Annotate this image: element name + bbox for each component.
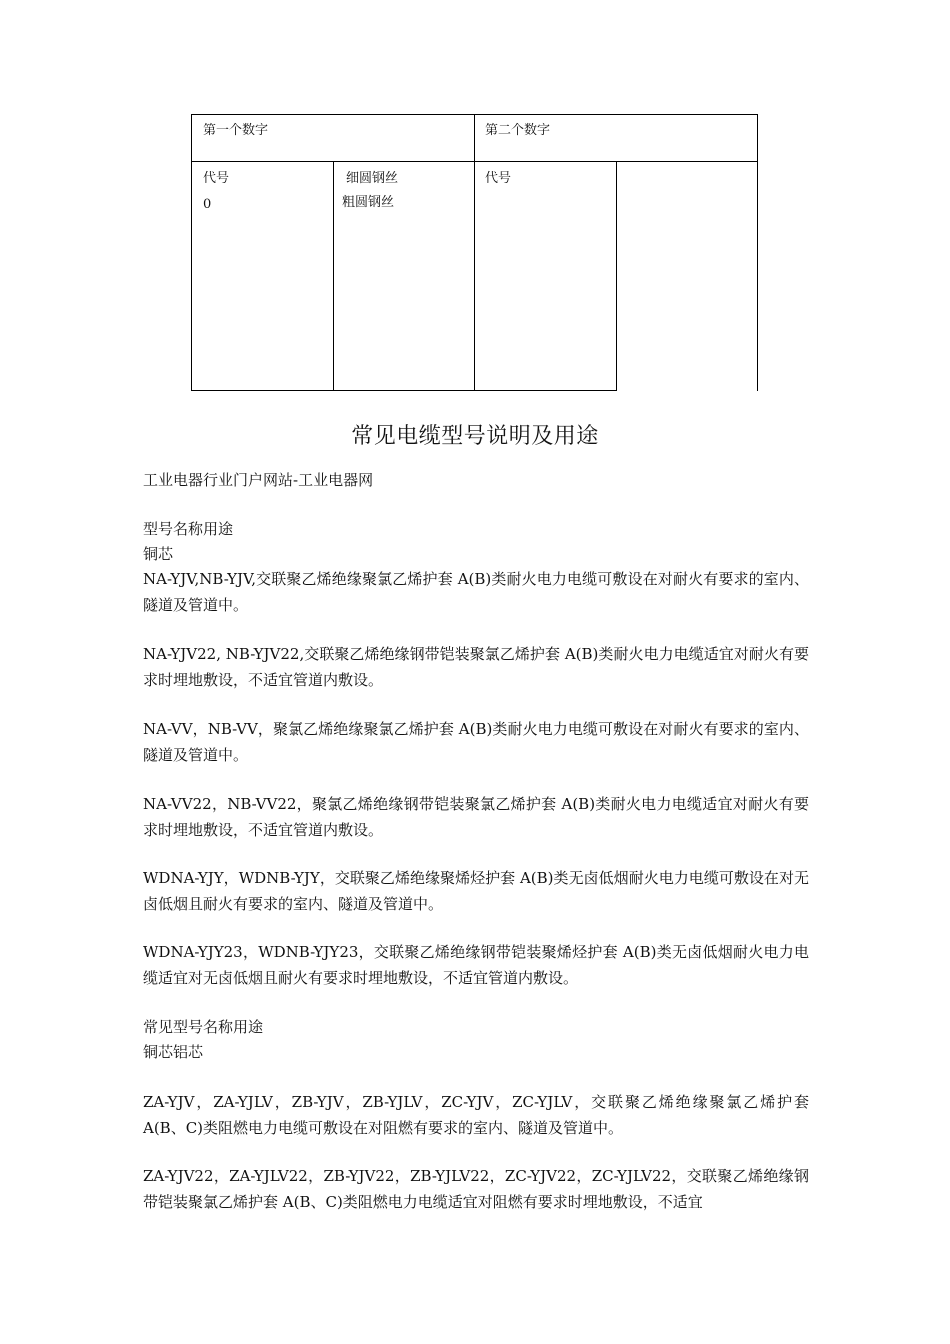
source-line: 工业电器行业门户网站-工业电器网	[143, 471, 374, 489]
table-cell-code-value: 0	[203, 197, 212, 212]
table-col-divider-2	[474, 114, 475, 391]
cable-description: NA-YJV,NB-YJV,交联聚乙烯绝缘聚氯乙烯护套 A(B)类耐火电力电缆可敷设在对耐火有要求的室内、隧道及管道中。	[143, 570, 809, 614]
spec-table	[191, 114, 759, 391]
table-col-divider-3	[616, 161, 617, 391]
table-border-right	[757, 114, 758, 391]
section2-heading: 常见型号名称用途	[143, 1018, 264, 1036]
table-col-divider-1	[333, 161, 334, 391]
cable-description: WDNA-YJY，WDNB-YJY，交联聚乙烯绝缘聚烯烃护套 A(B)类无卤低烟耐火电力电缆可敷设在对无卤低烟且耐火有要求的室内、隧道及管道中。	[143, 869, 809, 913]
table-cell-thick-wire: 粗圆钢丝	[342, 195, 395, 210]
table-border-bottom	[191, 390, 617, 391]
section2-subheading: 铜芯铝芯	[143, 1043, 204, 1061]
cable-description: NA-YJV22, NB-YJV22,交联聚乙烯绝缘钢带铠装聚氯乙烯护套 A(B)类耐火电力电缆适宜对耐火有要求时埋地敷设，不适宜管道内敷设。	[143, 645, 809, 689]
table-cell-thin-wire: 细圆钢丝	[346, 171, 399, 186]
page-title: 常见电缆型号说明及用途	[351, 424, 599, 449]
table-header-second-digit: 第二个数字	[485, 123, 551, 138]
table-header-first-digit: 第一个数字	[203, 123, 269, 138]
table-cell-code-label-2: 代号	[485, 171, 512, 186]
cable-description: ZA-YJV22，ZA-YJLV22，ZB-YJV22，ZB-YJLV22，ZC-YJV22，ZC-YJLV22，交联聚乙烯绝缘钢带铠装聚氯乙烯护套 A(B、C)类阻燃电力电缆适宜对阻燃有要求时埋地敷设，不适宜	[143, 1167, 809, 1211]
table-border-left	[191, 114, 192, 391]
cable-description: NA-VV22，NB-VV22，聚氯乙烯绝缘钢带铠装聚氯乙烯护套 A(B)类耐火电力电缆适宜对耐火有要求时埋地敷设，不适宜管道内敷设。	[143, 795, 809, 839]
section1-heading: 型号名称用途	[143, 520, 234, 538]
section1-subheading: 铜芯	[143, 545, 174, 563]
cable-description: ZA-YJV，ZA-YJLV，ZB-YJV，ZB-YJLV，ZC-YJV，ZC-YJLV，交联聚乙烯绝缘聚氯乙烯护套 A(B、C)类阻燃电力电缆可敷设在对阻燃有要求的室内、隧道及管道中。	[143, 1093, 809, 1137]
cable-description: NA-VV，NB-VV，聚氯乙烯绝缘聚氯乙烯护套 A(B)类耐火电力电缆可敷设在对耐火有要求的室内、隧道及管道中。	[143, 720, 809, 764]
table-cell-code-label: 代号	[203, 171, 230, 186]
cable-description: WDNA-YJY23，WDNB-YJY23，交联聚乙烯绝缘钢带铠装聚烯烃护套 A(B)类无卤低烟耐火电力电缆适宜对无卤低烟且耐火有要求时埋地敷设，不适宜管道内敷设。	[143, 943, 809, 987]
